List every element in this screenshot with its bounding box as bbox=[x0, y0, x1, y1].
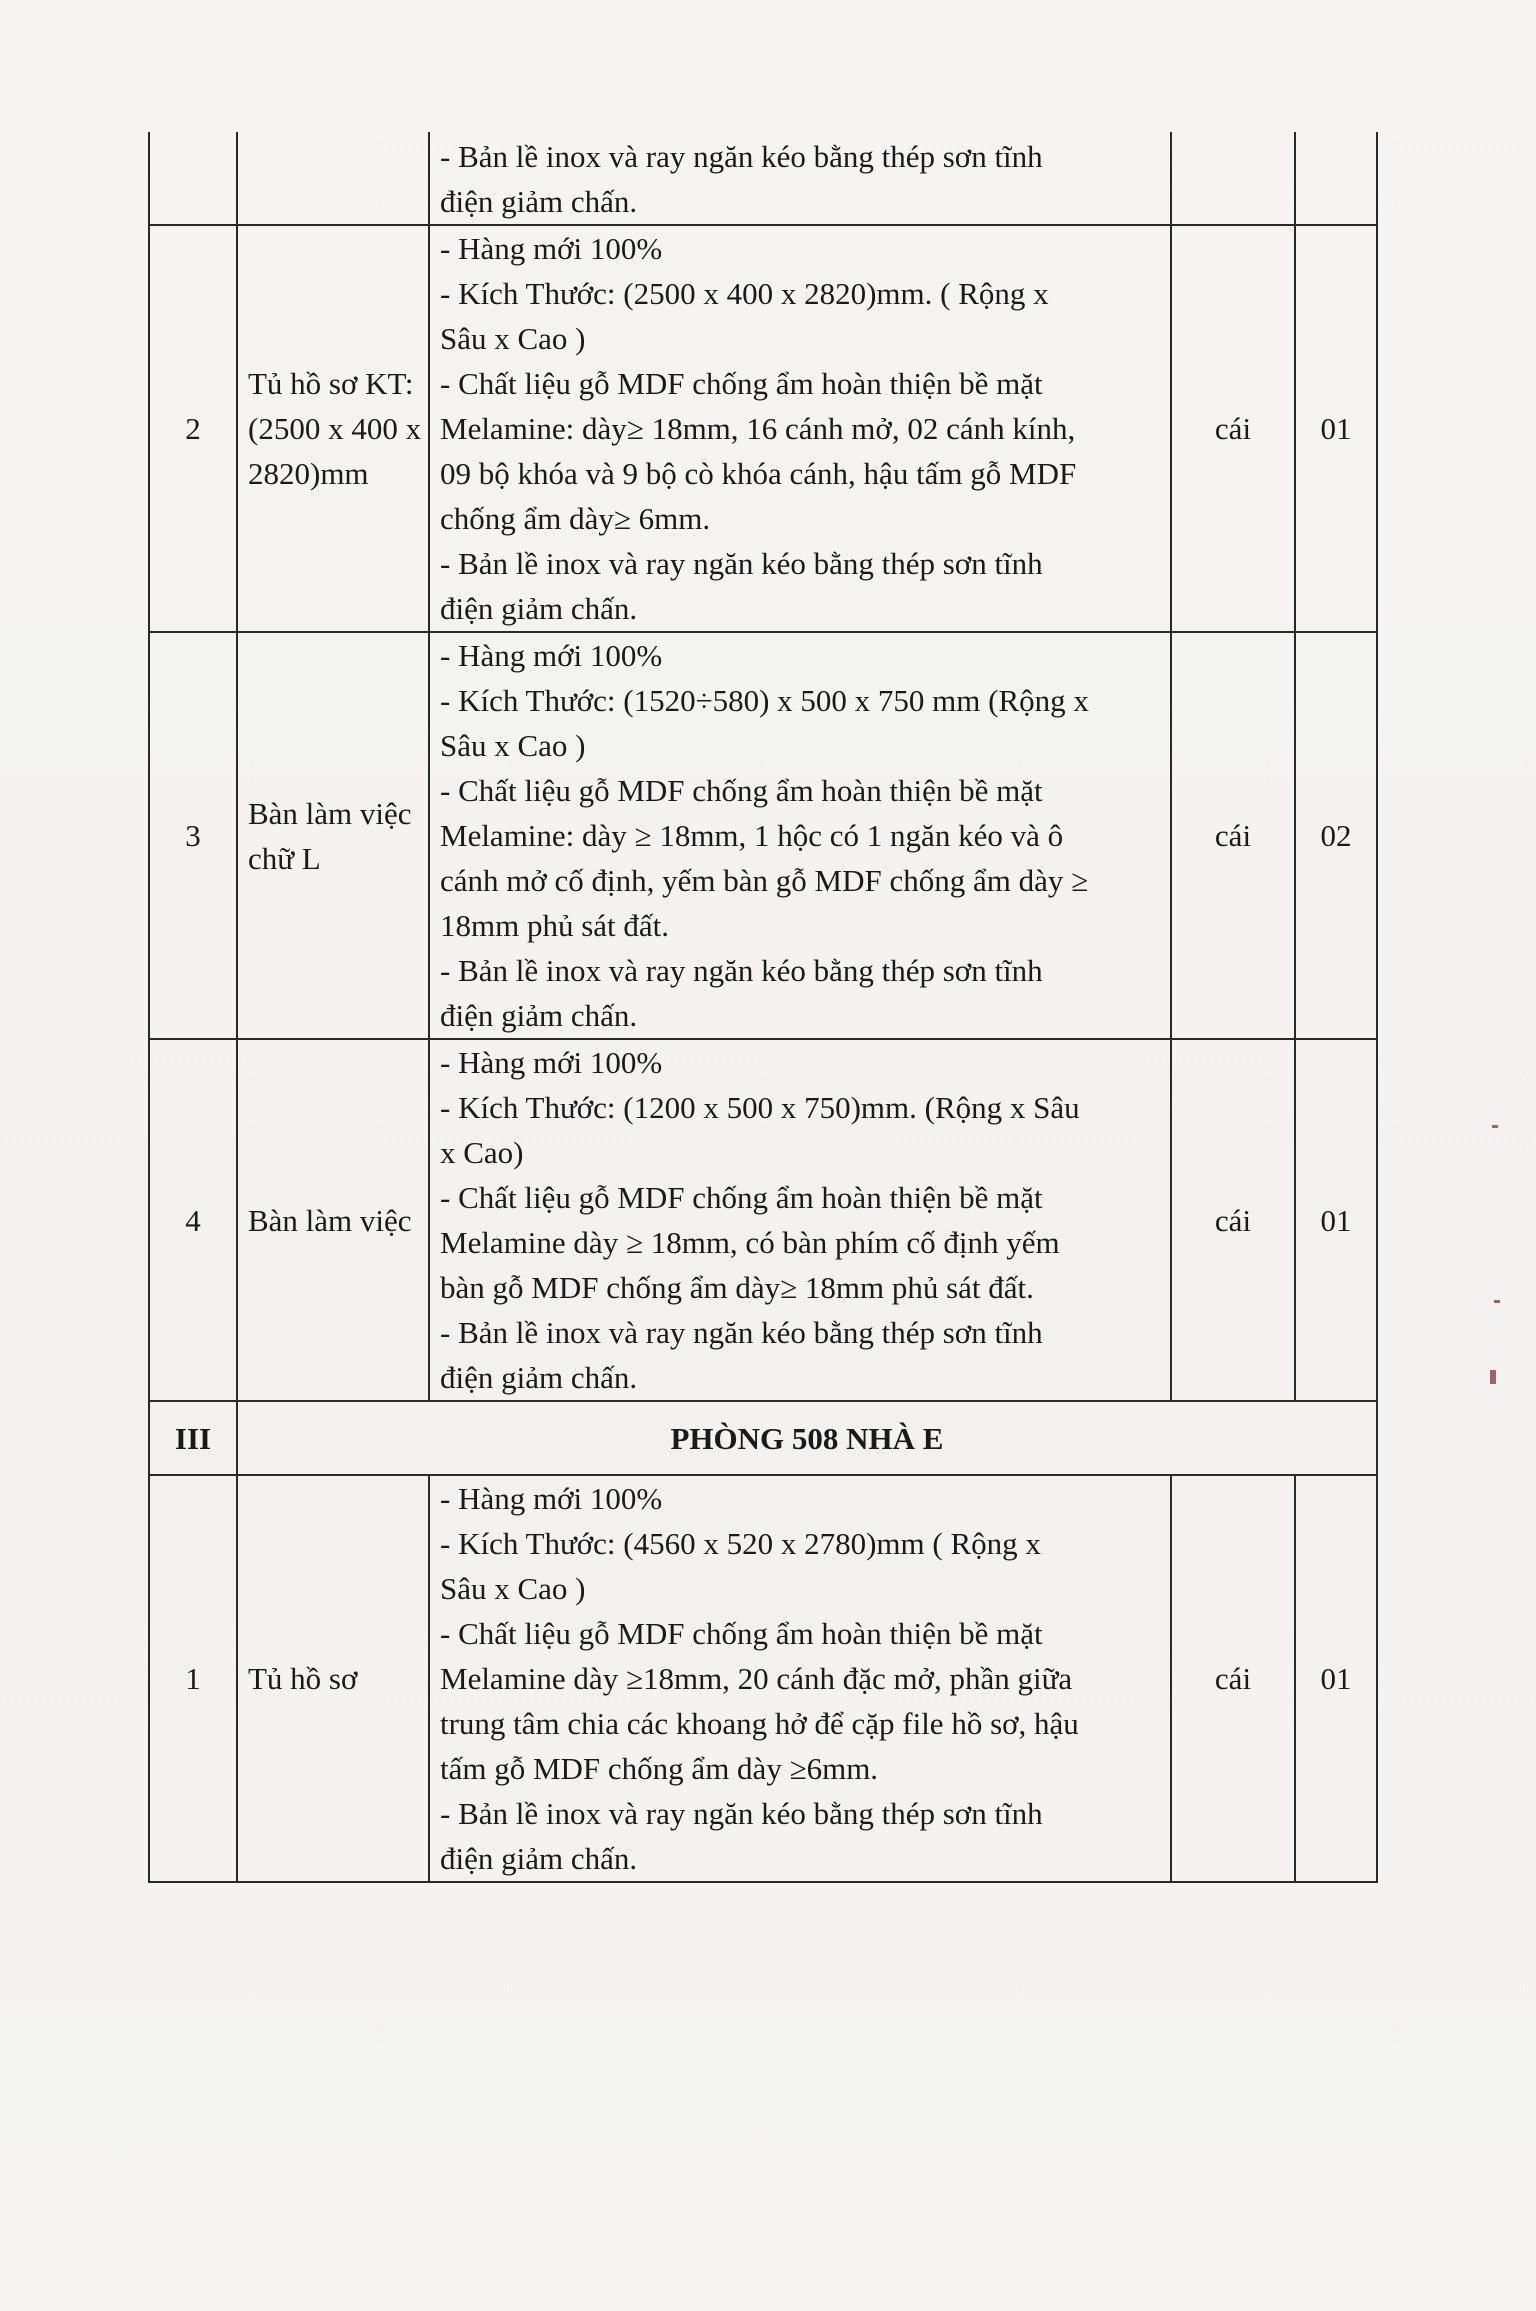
item-name-cell bbox=[237, 132, 429, 225]
equipment-spec-table bbox=[148, 132, 1378, 1883]
description-line: điện giảm chấn. bbox=[440, 998, 638, 1033]
description-line: - Bản lề inox và ray ngăn kéo bằng thép sơn tĩnh bbox=[440, 139, 1043, 174]
quantity-cell: 01 bbox=[1295, 1039, 1377, 1401]
description-line: Melamine dày ≥18mm, 20 cánh đặc mở, phần giữa bbox=[440, 1661, 1073, 1696]
description-line: - Kích Thước: (4560 x 520 x 2780)mm ( Rộng x bbox=[440, 1526, 1041, 1561]
description-line: Sâu x Cao ) bbox=[440, 321, 586, 356]
section-number-cell: III bbox=[149, 1401, 237, 1475]
quantity-cell: 01 bbox=[1295, 1475, 1377, 1882]
item-number-cell: 1 bbox=[149, 1475, 237, 1882]
quantity-cell: 01 bbox=[1295, 225, 1377, 632]
description-line: Sâu x Cao ) bbox=[440, 728, 586, 763]
section-title-cell: PHÒNG 508 NHÀ E bbox=[237, 1401, 1377, 1475]
item-number-cell: 4 bbox=[149, 1039, 237, 1401]
item-name-cell: Bàn làm việc chữ L bbox=[237, 632, 429, 1039]
description-line: điện giảm chấn. bbox=[440, 1841, 638, 1876]
quantity-cell: 02 bbox=[1295, 632, 1377, 1039]
description-line: tấm gỗ MDF chống ẩm dày ≥6mm. bbox=[440, 1751, 879, 1786]
table-row bbox=[149, 1039, 1377, 1401]
description-line: - Bản lề inox và ray ngăn kéo bằng thép sơn tĩnh bbox=[440, 1315, 1043, 1350]
table-row bbox=[149, 632, 1377, 1039]
description-line: Melamine dày ≥ 18mm, có bàn phím cố định yếm bbox=[440, 1225, 1060, 1260]
description-line: điện giảm chấn. bbox=[440, 1360, 638, 1395]
description-line: bàn gỗ MDF chống ẩm dày≥ 18mm phủ sát đất. bbox=[440, 1270, 1034, 1305]
description-line: - Chất liệu gỗ MDF chống ẩm hoàn thiện bề mặt bbox=[440, 366, 1043, 401]
description-line: - Chất liệu gỗ MDF chống ẩm hoàn thiện bề mặt bbox=[440, 773, 1043, 808]
table-row bbox=[149, 1475, 1377, 1882]
table-row bbox=[149, 225, 1377, 632]
description-line: - Bản lề inox và ray ngăn kéo bằng thép sơn tĩnh bbox=[440, 953, 1043, 988]
unit-cell: cái bbox=[1171, 1039, 1295, 1401]
description-line: - Kích Thước: (1200 x 500 x 750)mm. (Rộng x Sâu bbox=[440, 1090, 1080, 1125]
scan-edge-mark bbox=[1492, 1125, 1498, 1128]
description-line: Melamine: dày≥ 18mm, 16 cánh mở, 02 cánh kính, bbox=[440, 411, 1076, 446]
description-line: điện giảm chấn. bbox=[440, 184, 638, 219]
description-cell bbox=[429, 1039, 1171, 1401]
unit-cell: cái bbox=[1171, 1475, 1295, 1882]
item-name-cell: Tủ hồ sơ bbox=[237, 1475, 429, 1882]
description-cell bbox=[429, 632, 1171, 1039]
scan-edge-mark bbox=[1490, 1370, 1496, 1384]
description-line: Sâu x Cao ) bbox=[440, 1571, 586, 1606]
description-line: trung tâm chia các khoang hở để cặp file hồ sơ, hậu bbox=[440, 1706, 1079, 1741]
section-header-row bbox=[149, 1401, 1377, 1475]
description-cell bbox=[429, 1475, 1171, 1882]
description-line: - Hàng mới 100% bbox=[440, 638, 663, 673]
description-line: - Bản lề inox và ray ngăn kéo bằng thép sơn tĩnh bbox=[440, 1796, 1043, 1831]
description-line: - Hàng mới 100% bbox=[440, 1045, 663, 1080]
description-line: - Chất liệu gỗ MDF chống ẩm hoàn thiện bề mặt bbox=[440, 1616, 1043, 1651]
description-line: x Cao) bbox=[440, 1135, 524, 1170]
unit-cell: cái bbox=[1171, 632, 1295, 1039]
description-line: - Bản lề inox và ray ngăn kéo bằng thép sơn tĩnh bbox=[440, 546, 1043, 581]
description-cell bbox=[429, 225, 1171, 632]
item-name-cell: Tủ hồ sơ KT: (2500 x 400 x 2820)mm bbox=[237, 225, 429, 632]
description-line: điện giảm chấn. bbox=[440, 591, 638, 626]
unit-cell bbox=[1171, 132, 1295, 225]
description-line: - Chất liệu gỗ MDF chống ẩm hoàn thiện bề mặt bbox=[440, 1180, 1043, 1215]
table-row-continuation bbox=[149, 132, 1377, 225]
item-number-cell: 3 bbox=[149, 632, 237, 1039]
unit-cell: cái bbox=[1171, 225, 1295, 632]
scan-edge-mark bbox=[1494, 1300, 1500, 1303]
item-number-cell: 2 bbox=[149, 225, 237, 632]
description-line: Melamine: dày ≥ 18mm, 1 hộc có 1 ngăn kéo và ô bbox=[440, 818, 1064, 853]
item-name-cell: Bàn làm việc bbox=[237, 1039, 429, 1401]
description-line: cánh mở cố định, yếm bàn gỗ MDF chống ẩm dày ≥ bbox=[440, 863, 1089, 898]
description-line: 18mm phủ sát đất. bbox=[440, 908, 670, 943]
description-line: - Hàng mới 100% bbox=[440, 231, 663, 266]
item-number-cell bbox=[149, 132, 237, 225]
description-line: - Hàng mới 100% bbox=[440, 1481, 663, 1516]
description-line: - Kích Thước: (2500 x 400 x 2820)mm. ( Rộng x bbox=[440, 276, 1049, 311]
quantity-cell bbox=[1295, 132, 1377, 225]
description-line: chống ẩm dày≥ 6mm. bbox=[440, 501, 711, 536]
description-cell bbox=[429, 132, 1171, 225]
description-line: 09 bộ khóa và 9 bộ cò khóa cánh, hậu tấm gỗ MDF bbox=[440, 456, 1077, 491]
description-line: - Kích Thước: (1520÷580) x 500 x 750 mm (Rộng x bbox=[440, 683, 1089, 718]
